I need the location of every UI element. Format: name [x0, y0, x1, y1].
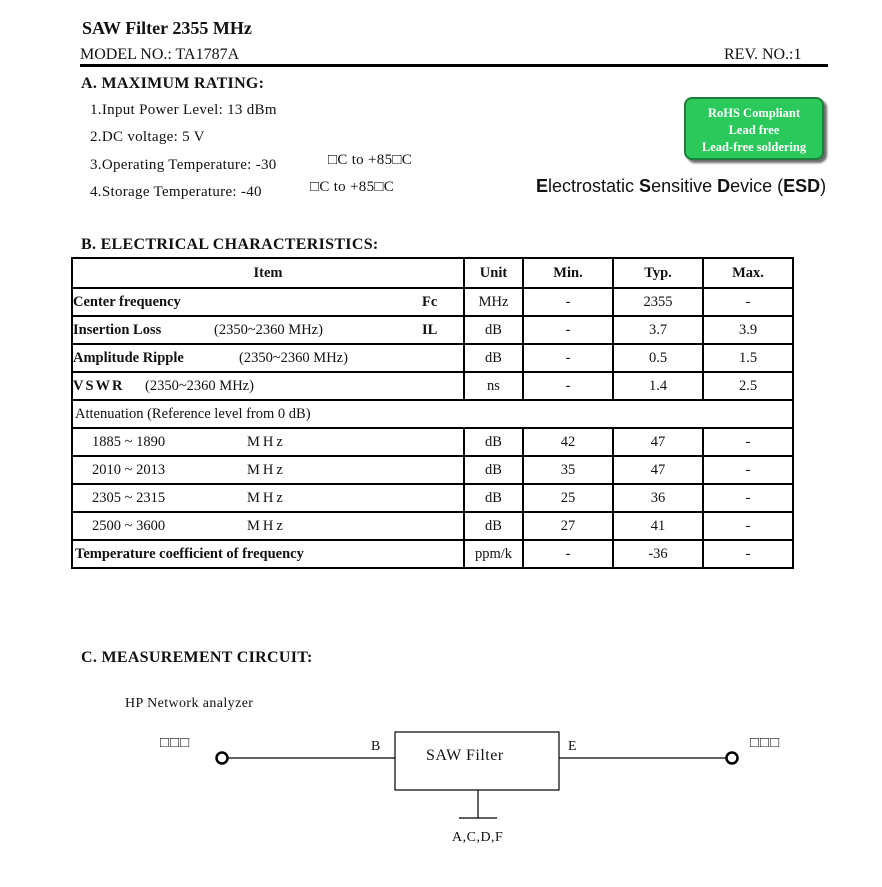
row-unit: ppm/k — [464, 540, 523, 568]
row-max: - — [703, 540, 793, 568]
row-min: 25 — [523, 484, 613, 512]
row-typ: 47 — [613, 456, 703, 484]
header-min: Min. — [523, 258, 613, 288]
row-symbol: IL — [422, 322, 438, 338]
header-typ: Typ. — [613, 258, 703, 288]
row-unit: dB — [464, 512, 523, 540]
row-name: Insertion Loss — [73, 322, 162, 338]
row-unit: ns — [464, 372, 523, 400]
rating-storage-temp-range: □C to +85□C — [310, 179, 395, 195]
row-name: Temperature coefficient of frequency — [75, 546, 304, 562]
revision-number: REV. NO.:1 — [724, 46, 802, 63]
section-b-heading: B. ELECTRICAL CHARACTERISTICS: — [81, 236, 379, 253]
attenuation-unit: MHz — [247, 462, 286, 478]
row-unit: dB — [464, 344, 523, 372]
row-max: - — [703, 512, 793, 540]
attenuation-unit: MHz — [247, 434, 286, 450]
row-typ: 41 — [613, 512, 703, 540]
rating-storage-temp: 4.Storage Temperature: -40 — [90, 184, 262, 200]
row-unit: dB — [464, 428, 523, 456]
lead-free-soldering-line: Lead-free soldering — [701, 140, 807, 154]
saw-filter-label: SAW Filter — [426, 747, 504, 764]
section-c-heading: C. MEASUREMENT CIRCUIT: — [81, 649, 313, 666]
document-title: SAW Filter 2355 MHz — [82, 18, 252, 38]
header-item: Item — [72, 258, 464, 288]
row-typ: 0.5 — [613, 344, 703, 372]
row-condition: (2350~2360 MHz) — [214, 322, 323, 338]
pin-b-label: B — [371, 739, 381, 754]
header-unit: Unit — [464, 258, 523, 288]
model-number: MODEL NO.: TA1787A — [80, 46, 240, 63]
row-min: - — [523, 288, 613, 316]
row-min: - — [523, 540, 613, 568]
row-max: - — [703, 456, 793, 484]
ground-pins-label: A,C,D,F — [452, 830, 504, 845]
row-typ: 2355 — [613, 288, 703, 316]
row-min: - — [523, 344, 613, 372]
row-name: Amplitude Ripple — [73, 350, 184, 366]
row-max: - — [703, 428, 793, 456]
left-port-label: □□□ — [160, 735, 191, 751]
attenuation-unit: MHz — [247, 518, 286, 534]
section-a-heading: A. MAXIMUM RATING: — [81, 75, 265, 92]
esd-notice: Electrostatic Sensitive Device (ESD) — [536, 176, 827, 196]
row-max: - — [703, 288, 793, 316]
row-condition: (2350~2360 MHz) — [145, 378, 254, 394]
row-unit: dB — [464, 484, 523, 512]
row-min: - — [523, 316, 613, 344]
pin-e-label: E — [568, 739, 577, 754]
row-max: 1.5 — [703, 344, 793, 372]
row-condition: (2350~2360 MHz) — [239, 350, 348, 366]
left-port-terminal — [217, 753, 228, 764]
attenuation-unit: MHz — [247, 490, 286, 506]
right-port-label: □□□ — [750, 735, 781, 751]
row-name: VSWR — [73, 378, 125, 394]
row-max: 2.5 — [703, 372, 793, 400]
row-min: 42 — [523, 428, 613, 456]
row-unit: dB — [464, 316, 523, 344]
row-max: - — [703, 484, 793, 512]
rating-operating-temp-range: □C to +85□C — [328, 152, 413, 168]
lead-free-line: Lead free — [728, 123, 780, 137]
row-unit: MHz — [464, 288, 523, 316]
rating-input-power: 1.Input Power Level: 13 dBm — [90, 102, 277, 118]
attenuation-range: 1885 ~ 1890 — [92, 434, 166, 450]
row-min: - — [523, 372, 613, 400]
attenuation-range: 2305 ~ 2315 — [92, 490, 166, 506]
row-symbol: Fc — [422, 294, 438, 310]
header-max: Max. — [703, 258, 793, 288]
row-typ: 1.4 — [613, 372, 703, 400]
row-typ: 47 — [613, 428, 703, 456]
row-min: 35 — [523, 456, 613, 484]
row-typ: 36 — [613, 484, 703, 512]
row-max: 3.9 — [703, 316, 793, 344]
row-name: Center frequency — [73, 294, 181, 310]
row-min: 27 — [523, 512, 613, 540]
row-typ: 3.7 — [613, 316, 703, 344]
row-typ: -36 — [613, 540, 703, 568]
rohs-line: RoHS Compliant — [707, 106, 801, 120]
row-unit: dB — [464, 456, 523, 484]
rating-dc-voltage: 2.DC voltage: 5 V — [90, 129, 205, 145]
attenuation-range: 2010 ~ 2013 — [92, 462, 166, 478]
analyzer-label: HP Network analyzer — [125, 696, 254, 711]
rating-operating-temp: 3.Operating Temperature: -30 — [90, 157, 277, 173]
attenuation-label: Attenuation (Reference level from 0 dB) — [72, 400, 793, 428]
right-port-terminal — [727, 753, 738, 764]
attenuation-range: 2500 ~ 3600 — [92, 518, 166, 534]
